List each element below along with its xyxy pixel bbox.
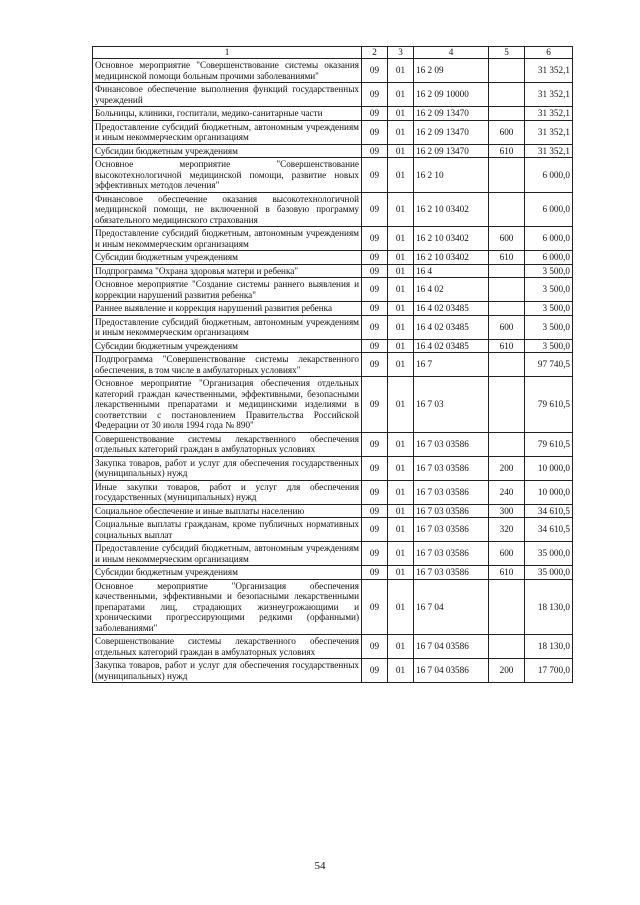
row-amount: 79 610,5 (525, 377, 573, 433)
row-target-article: 16 2 09 13470 (414, 107, 489, 121)
row-name: Подпрограмма "Охрана здоровья матери и ребенка" (93, 264, 362, 278)
row-name: Подпрограмма "Совершенствование системы лекарственного обеспечения, в том числе в амбулаторных условиях" (93, 353, 362, 377)
table-row (93, 192, 573, 227)
row-amount: 3 500,0 (525, 264, 573, 278)
row-name: Финансовое обеспечение выполнения функций государственных учреждений (93, 83, 362, 107)
row-section: 09 (362, 542, 388, 566)
row-subsection: 01 (388, 432, 414, 456)
row-expense-type (489, 353, 525, 377)
row-subsection: 01 (388, 302, 414, 316)
row-name: Предоставление субсидий бюджетным, автономным учреждениям и иным некоммерческим организациям (93, 315, 362, 339)
row-subsection: 01 (388, 83, 414, 107)
table-row (93, 518, 573, 542)
row-subsection: 01 (388, 659, 414, 683)
row-name: Субсидии бюджетным учреждениям (93, 251, 362, 265)
row-amount: 31 352,1 (525, 59, 573, 83)
row-amount: 6 000,0 (525, 158, 573, 193)
header-col-6: 6 (525, 47, 573, 59)
row-expense-type: 600 (489, 542, 525, 566)
row-amount: 34 610,5 (525, 504, 573, 518)
row-subsection: 01 (388, 353, 414, 377)
row-amount: 97 740,5 (525, 353, 573, 377)
row-amount: 31 352,1 (525, 120, 573, 144)
row-name: Иные закупки товаров, работ и услуг для обеспечения государственных (муниципальных) нужд (93, 480, 362, 504)
row-section: 09 (362, 504, 388, 518)
header-col-5: 5 (489, 47, 525, 59)
row-expense-type: 600 (489, 315, 525, 339)
table-row (93, 542, 573, 566)
row-expense-type: 610 (489, 566, 525, 580)
row-subsection: 01 (388, 456, 414, 480)
row-section: 09 (362, 59, 388, 83)
table-row (93, 144, 573, 158)
row-subsection: 01 (388, 480, 414, 504)
table-row (93, 566, 573, 580)
row-target-article: 16 4 02 (414, 278, 489, 302)
row-name: Совершенствование системы лекарственного обеспечения отдельных категорий граждан в амбулаторных условиях (93, 432, 362, 456)
row-target-article: 16 7 04 (414, 579, 489, 635)
row-section: 09 (362, 315, 388, 339)
table-row (93, 251, 573, 265)
row-amount: 31 352,1 (525, 83, 573, 107)
row-subsection: 01 (388, 278, 414, 302)
table-row (93, 264, 573, 278)
row-name: Основное мероприятие "Организация обеспечения отдельных категорий граждан качественными, эффективными, безопасными лекарственными препаратами и медицинскими изделиями в соответствии с постановлением Правительства Российской Федерации от 30 июля 1994 года № 890" (93, 377, 362, 433)
row-name: Основное мероприятие "Организация обеспечения качественными, эффективными и безопасными лекарственными препаратами лиц, страдающих жизнеугрожающими и хроническими прогрессирующими редкими (орфанными) заболеваниями" (93, 579, 362, 635)
row-expense-type: 240 (489, 480, 525, 504)
row-target-article: 16 7 03 03586 (414, 518, 489, 542)
row-target-article: 16 4 02 03485 (414, 339, 489, 353)
row-target-article: 16 7 03 (414, 377, 489, 433)
row-target-article: 16 7 03 03586 (414, 432, 489, 456)
row-target-article: 16 4 02 03485 (414, 315, 489, 339)
row-subsection: 01 (388, 192, 414, 227)
table-row (93, 432, 573, 456)
row-expense-type: 610 (489, 144, 525, 158)
table-row (93, 504, 573, 518)
row-section: 09 (362, 120, 388, 144)
row-section: 09 (362, 635, 388, 659)
row-amount: 34 610,5 (525, 518, 573, 542)
row-section: 09 (362, 302, 388, 316)
header-col-1: 1 (93, 47, 362, 59)
row-name: Субсидии бюджетным учреждениям (93, 566, 362, 580)
row-name: Субсидии бюджетным учреждениям (93, 144, 362, 158)
row-name: Основное мероприятие "Совершенствование системы оказания медицинской помощи больным прочими заболеваниями" (93, 59, 362, 83)
table-row (93, 278, 573, 302)
row-name: Основное мероприятие "Создание системы раннего выявления и коррекции нарушений развития ребенка" (93, 278, 362, 302)
header-col-3: 3 (388, 47, 414, 59)
row-expense-type (489, 302, 525, 316)
table-row (93, 120, 573, 144)
row-amount: 6 000,0 (525, 251, 573, 265)
row-subsection: 01 (388, 566, 414, 580)
table-row (93, 377, 573, 433)
row-name: Основное мероприятие "Совершенствование высокотехнологичной медицинской помощи, развитие новых эффективных методов лечения" (93, 158, 362, 193)
table-row (93, 227, 573, 251)
header-col-4: 4 (414, 47, 489, 59)
row-section: 09 (362, 432, 388, 456)
row-expense-type (489, 278, 525, 302)
row-subsection: 01 (388, 144, 414, 158)
row-expense-type (489, 59, 525, 83)
row-subsection: 01 (388, 579, 414, 635)
table-row (93, 456, 573, 480)
row-expense-type: 300 (489, 504, 525, 518)
row-name: Субсидии бюджетным учреждениям (93, 339, 362, 353)
table-row (93, 315, 573, 339)
row-subsection: 01 (388, 264, 414, 278)
row-section: 09 (362, 339, 388, 353)
row-subsection: 01 (388, 377, 414, 433)
row-subsection: 01 (388, 315, 414, 339)
row-target-article: 16 7 03 03586 (414, 456, 489, 480)
row-section: 09 (362, 251, 388, 265)
row-section: 09 (362, 264, 388, 278)
row-subsection: 01 (388, 59, 414, 83)
row-target-article: 16 2 10 03402 (414, 192, 489, 227)
row-expense-type: 200 (489, 456, 525, 480)
row-expense-type: 610 (489, 251, 525, 265)
table-row (93, 579, 573, 635)
row-name: Финансовое обеспечение оказания высокотехнологичной медицинской помощи, не включенной в базовую программу обязательного медицинского страхования (93, 192, 362, 227)
header-col-2: 2 (362, 47, 388, 59)
row-expense-type: 320 (489, 518, 525, 542)
row-subsection: 01 (388, 158, 414, 193)
row-amount: 3 500,0 (525, 302, 573, 316)
row-section: 09 (362, 518, 388, 542)
table-row (93, 480, 573, 504)
table-body (93, 59, 573, 683)
row-amount: 10 000,0 (525, 456, 573, 480)
row-amount: 35 000,0 (525, 566, 573, 580)
row-subsection: 01 (388, 504, 414, 518)
row-name: Предоставление субсидий бюджетным, автономным учреждениям и иным некоммерческим организациям (93, 542, 362, 566)
row-target-article: 16 7 (414, 353, 489, 377)
row-subsection: 01 (388, 542, 414, 566)
row-amount: 79 610,5 (525, 432, 573, 456)
row-target-article: 16 7 04 03586 (414, 635, 489, 659)
row-section: 09 (362, 353, 388, 377)
table-row (93, 635, 573, 659)
row-amount: 31 352,1 (525, 107, 573, 121)
row-target-article: 16 4 02 03485 (414, 302, 489, 316)
row-amount: 18 130,0 (525, 579, 573, 635)
row-subsection: 01 (388, 107, 414, 121)
row-subsection: 01 (388, 635, 414, 659)
row-subsection: 01 (388, 251, 414, 265)
row-amount: 18 130,0 (525, 635, 573, 659)
row-target-article: 16 7 03 03586 (414, 542, 489, 566)
table-row (93, 107, 573, 121)
row-expense-type (489, 83, 525, 107)
row-name: Социальные выплаты гражданам, кроме публичных нормативных социальных выплат (93, 518, 362, 542)
row-name: Предоставление субсидий бюджетным, автономным учреждениям и иным некоммерческим организациям (93, 120, 362, 144)
row-expense-type (489, 432, 525, 456)
row-amount: 6 000,0 (525, 192, 573, 227)
row-target-article: 16 4 (414, 264, 489, 278)
table-row (93, 659, 573, 683)
row-name: Закупка товаров, работ и услуг для обеспечения государственных (муниципальных) нужд (93, 659, 362, 683)
row-amount: 10 000,0 (525, 480, 573, 504)
row-amount: 6 000,0 (525, 227, 573, 251)
row-section: 09 (362, 227, 388, 251)
row-name: Социальное обеспечение и иные выплаты населению (93, 504, 362, 518)
row-section: 09 (362, 83, 388, 107)
row-subsection: 01 (388, 339, 414, 353)
row-name: Больницы, клиники, госпитали, медико-санитарные части (93, 107, 362, 121)
row-section: 09 (362, 278, 388, 302)
row-amount: 3 500,0 (525, 315, 573, 339)
row-target-article: 16 7 03 03586 (414, 566, 489, 580)
table-header-row (93, 47, 573, 59)
row-expense-type: 600 (489, 227, 525, 251)
row-target-article: 16 7 03 03586 (414, 480, 489, 504)
row-expense-type (489, 192, 525, 227)
row-expense-type (489, 579, 525, 635)
row-expense-type (489, 635, 525, 659)
row-amount: 3 500,0 (525, 339, 573, 353)
row-target-article: 16 7 04 03586 (414, 659, 489, 683)
row-subsection: 01 (388, 227, 414, 251)
row-expense-type (489, 107, 525, 121)
row-section: 09 (362, 158, 388, 193)
table-row (93, 353, 573, 377)
table-row (93, 339, 573, 353)
row-amount: 17 700,0 (525, 659, 573, 683)
row-section: 09 (362, 456, 388, 480)
row-target-article: 16 7 03 03586 (414, 504, 489, 518)
table-row (93, 302, 573, 316)
row-expense-type (489, 377, 525, 433)
budget-table (92, 46, 573, 683)
row-target-article: 16 2 10 (414, 158, 489, 193)
row-amount: 31 352,1 (525, 144, 573, 158)
row-expense-type: 610 (489, 339, 525, 353)
row-section: 09 (362, 480, 388, 504)
table-row (93, 83, 573, 107)
row-section: 09 (362, 107, 388, 121)
row-subsection: 01 (388, 518, 414, 542)
row-expense-type (489, 264, 525, 278)
row-target-article: 16 2 09 (414, 59, 489, 83)
table-row (93, 158, 573, 193)
row-name: Закупка товаров, работ и услуг для обеспечения государственных (муниципальных) нужд (93, 456, 362, 480)
row-name: Совершенствование системы лекарственного обеспечения отдельных категорий граждан в амбулаторных условиях (93, 635, 362, 659)
row-section: 09 (362, 579, 388, 635)
row-section: 09 (362, 659, 388, 683)
row-expense-type (489, 158, 525, 193)
row-target-article: 16 2 09 13470 (414, 120, 489, 144)
row-subsection: 01 (388, 120, 414, 144)
row-expense-type: 600 (489, 120, 525, 144)
row-target-article: 16 2 09 10000 (414, 83, 489, 107)
row-target-article: 16 2 10 03402 (414, 227, 489, 251)
row-expense-type: 200 (489, 659, 525, 683)
row-name: Раннее выявление и коррекция нарушений развития ребенка (93, 302, 362, 316)
row-section: 09 (362, 144, 388, 158)
row-target-article: 16 2 10 03402 (414, 251, 489, 265)
row-amount: 3 500,0 (525, 278, 573, 302)
row-section: 09 (362, 192, 388, 227)
row-section: 09 (362, 566, 388, 580)
row-name: Предоставление субсидий бюджетным, автономным учреждениям и иным некоммерческим организациям (93, 227, 362, 251)
row-amount: 35 000,0 (525, 542, 573, 566)
page-number: 54 (314, 860, 326, 872)
row-section: 09 (362, 377, 388, 433)
row-target-article: 16 2 09 13470 (414, 144, 489, 158)
table-row (93, 59, 573, 83)
